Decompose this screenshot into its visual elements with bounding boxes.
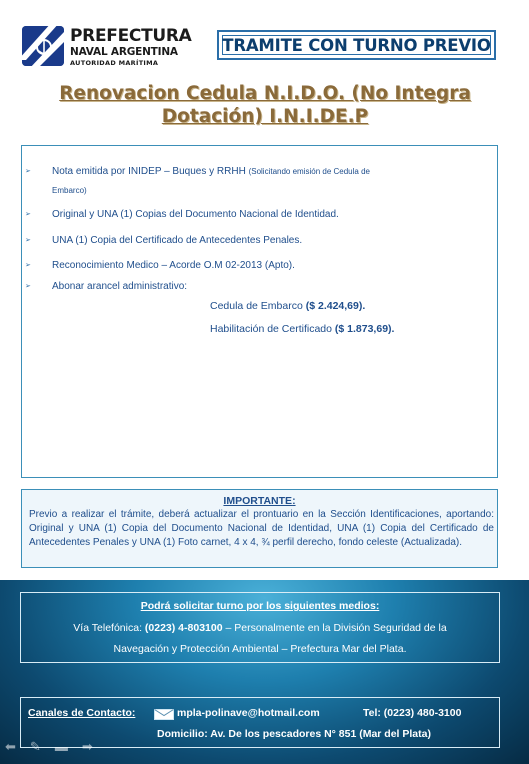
- fee-amount: ($ 2.424,69).: [305, 300, 366, 312]
- turno-line-1: [21, 622, 499, 634]
- important-colon: :: [292, 495, 296, 507]
- pen-icon[interactable]: ✎: [29, 739, 41, 754]
- contact-email[interactable]: mpla-polinave@hotmail.com: [177, 707, 320, 719]
- logo-text-autoridad: AUTORIDAD MARÍTIMA: [70, 59, 159, 67]
- contact-tel: Tel: (0223) 480-3100: [363, 707, 462, 719]
- fee-label: Cedula de Embarco: [210, 300, 306, 312]
- turno-line-1-rest: – Personalmente en la División Seguridad de la: [222, 622, 447, 634]
- requirement-text: Original y UNA (1) Copias del Documento Nacional de Identidad.: [52, 209, 339, 220]
- requirement-text: Reconocimiento Medico – Acorde O.M 02-2013 (Apto).: [52, 260, 295, 271]
- title-line-2: Dotación) I.N.I.DE.P: [161, 106, 369, 127]
- important-title: [22, 495, 497, 507]
- contact-label: Canales de Contacto:: [28, 707, 136, 719]
- arrow-bullet-icon: ➢: [25, 283, 31, 290]
- title-line-1: Renovacion Cedula N.I.D.O. (No Integra: [59, 83, 471, 104]
- logo-text-prefectura: PREFECTURA: [70, 26, 192, 46]
- turno-phone-label: Vía Telefónica:: [73, 622, 145, 634]
- important-box: [21, 489, 498, 568]
- turno-heading: Podrá solicitar turno por los siguientes medios:: [140, 600, 380, 612]
- tramite-badge: TRAMITE CON TURNO PREVIO: [217, 30, 496, 60]
- turno-box: [20, 592, 500, 663]
- turno-phone: (0223) 4-803100: [144, 622, 223, 634]
- page-title: [40, 82, 490, 128]
- requirement-note: (Solicitando emisión de Cedula de: [248, 167, 370, 176]
- fee-amount: ($ 1.873,69).: [334, 323, 395, 335]
- turno-line-2: Navegación y Protección Ambiental – Prefectura Mar del Plata.: [113, 643, 407, 655]
- important-body: Previo a realizar el trámite, deberá actualizar el prontuario en la Sección Identificaciones, aportando: Original y UNA (1) Copia del Documento Nacional de Identidad, UNA (1) Copia del Certificado de Antecedentes Penales y UNA (1) Foto carnet, 4 x 4, ¾ perfil derecho, fondo celeste (Actualizada).: [29, 509, 494, 548]
- arrow-bullet-icon: ➢: [25, 168, 31, 175]
- arrow-left-icon[interactable]: ⬅: [5, 739, 16, 754]
- slide-nav-controls: [5, 738, 135, 756]
- requirement-text: UNA (1) Copia del Certificado de Antecedentes Penales.: [52, 235, 303, 246]
- arrow-right-icon[interactable]: ➡: [81, 739, 93, 754]
- requirements-box: [21, 145, 498, 478]
- fee-habilitacion: [210, 323, 394, 335]
- fee-label: Habilitación de Certificado: [210, 323, 335, 335]
- menu-icon[interactable]: ▬: [54, 739, 68, 754]
- requirement-text: Nota emitida por INIDEP – Buques y RRHH: [52, 166, 249, 177]
- fee-cedula: [210, 300, 365, 312]
- anchor-emblem-icon: [22, 26, 64, 66]
- important-heading: IMPORTANTE: [223, 495, 293, 507]
- arrow-bullet-icon: ➢: [25, 262, 31, 269]
- prefectura-logo: [22, 26, 202, 70]
- arrow-bullet-icon: ➢: [25, 237, 31, 244]
- contact-address: Domicilio: Av. De los pescadores N° 851 (Mar del Plata): [157, 728, 431, 740]
- logo-text-naval: NAVAL ARGENTINA: [70, 46, 178, 58]
- requirement-text: Abonar arancel administrativo:: [52, 281, 188, 292]
- requirement-note-2: Embarco): [52, 186, 87, 195]
- envelope-icon: [154, 707, 174, 718]
- arrow-bullet-icon: ➢: [25, 211, 31, 218]
